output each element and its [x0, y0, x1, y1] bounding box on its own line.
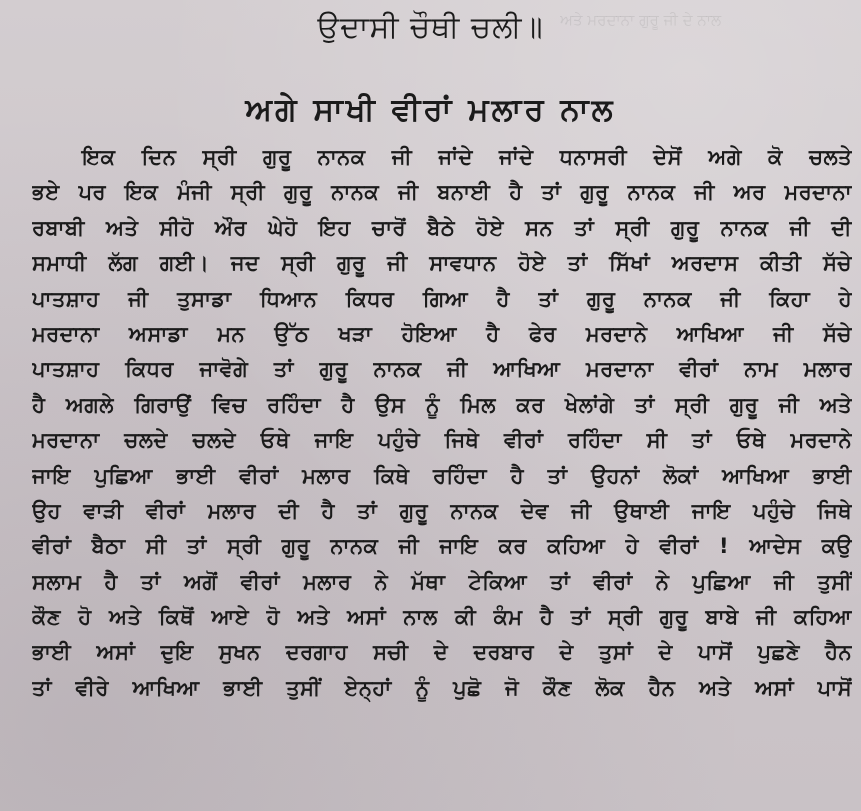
bleed-through-text: ਅਤੇ ਮਰਦਾਨਾ ਗੁਰੂ ਜੀ ਦੇ ਨਾਲ: [560, 11, 722, 29]
text-line: ਰਬਾਬੀ ਅਤੇ ਸੀਹੋ ਔਰ ਘੇਹੋ ਇਹ ਚਾਰੋਂ ਬੈਠੇ ਹੋਏ ਸਨ ਤਾਂ ਸ੍ਰੀ ਗੁਰੂ ਨਾਨਕ ਜੀ ਦੀ: [32, 215, 852, 240]
text-line: ਕੌਣ ਹੋ ਅਤੇ ਕਿਥੋਂ ਆਏ ਹੋ ਅਤੇ ਅਸਾਂ ਨਾਲ ਕੀ ਕੰਮ ਹੈ ਤਾਂ ਸ੍ਰੀ ਗੁਰੂ ਬਾਬੇ ਜੀ ਕਹਿਆ: [32, 605, 852, 630]
text-line: ਵੀਰਾਂ ਬੈਠਾ ਸੀ ਤਾਂ ਸ੍ਰੀ ਗੁਰੂ ਨਾਨਕ ਜੀ ਜਾਇ ਕਰ ਕਹਿਆ ਹੇ ਵੀਰਾਂ ! ਆਦੇਸ ਕਉ: [32, 534, 852, 559]
chapter-heading: ਉਦਾਸੀ ਚੌਥੀ ਚਲੀ॥: [317, 10, 544, 45]
text-line: ਮਰਦਾਨਾ ਅਸਾਡਾ ਮਨ ਉੱਠ ਖੜਾ ਹੋਇਆ ਹੈ ਫੇਰ ਮਰਦਾਨੇ ਆਖਿਆ ਜੀ ਸੱਚੇ: [32, 321, 852, 346]
text-line: ਭਏ ਪਰ ਇਕ ਮੰਜੀ ਸ੍ਰੀ ਗੁਰੂ ਨਾਨਕ ਜੀ ਬਨਾਈ ਹੈ ਤਾਂ ਗੁਰੂ ਨਾਨਕ ਜੀ ਅਰ ਮਰਦਾਨਾ: [32, 180, 852, 205]
text-line: ਤਾਂ ਵੀਰੇ ਆਖਿਆ ਭਾਈ ਤੁਸੀਂ ਏਨ੍ਹਾਂ ਨੂੰ ਪੁਛੋ ਜੋ ਕੌਣ ਲੋਕ ਹੈਨ ਅਤੇ ਅਸਾਂ ਪਾਸੋਂ: [32, 675, 852, 700]
text-line: ਮਰਦਾਨਾ ਚਲਦੇ ਚਲਦੇ ਓਥੇ ਜਾਇ ਪਹੁੰਚੇ ਜਿਥੇ ਵੀਰਾਂ ਰਹਿੰਦਾ ਸੀ ਤਾਂ ਓਥੇ ਮਰਦਾਨੇ: [32, 428, 852, 453]
text-line: ਸਮਾਧੀ ਲੱਗ ਗਈ। ਜਦ ਸ੍ਰੀ ਗੁਰੂ ਜੀ ਸਾਵਧਾਨ ਹੋਏ ਤਾਂ ਸਿੱਖਾਂ ਅਰਦਾਸ ਕੀਤੀ ਸੱਚੇ: [32, 251, 852, 276]
text-line: ਪਾਤਸ਼ਾਹ ਜੀ ਤੁਸਾਡਾ ਧਿਆਨ ਕਿਧਰ ਗਿਆ ਹੈ ਤਾਂ ਗੁਰੂ ਨਾਨਕ ਜੀ ਕਿਹਾ ਹੇ: [32, 286, 852, 311]
text-line: ਸਲਾਮ ਹੈ ਤਾਂ ਅਗੋਂ ਵੀਰਾਂ ਮਲਾਰ ਨੇ ਮੱਥਾ ਟੇਕਿਆ ਤਾਂ ਵੀਰਾਂ ਨੇ ਪੁਛਿਆ ਜੀ ਤੁਸੀਂ: [32, 569, 852, 594]
body-paragraph: [32, 140, 852, 706]
text-line: ਉਹ ਵਾੜੀ ਵੀਰਾਂ ਮਲਾਰ ਦੀ ਹੈ ਤਾਂ ਗੁਰੂ ਨਾਨਕ ਦੇਵ ਜੀ ਉਥਾਈ ਜਾਇ ਪਹੁੰਚੇ ਜਿਥੇ: [32, 498, 852, 523]
section-subheading: ਅਗੇ ਸਾਖੀ ਵੀਰਾਂ ਮਲਾਰ ਨਾਲ: [245, 92, 616, 128]
text-line: ਭਾਈ ਅਸਾਂ ਦੁਇ ਸੁਖਨ ਦਰਗਾਹ ਸਚੀ ਦੇ ਦਰਬਾਰ ਦੇ ਤੁਸਾਂ ਦੇ ਪਾਸੋਂ ਪੁਛਣੇ ਹੈਨ: [32, 640, 852, 665]
text-line: ਹੈ ਅਗਲੇ ਗਿਰਾਉਂ ਵਿਚ ਰਹਿੰਦਾ ਹੈ ਉਸ ਨੂੰ ਮਿਲ ਕਰ ਖੇਲਾਂਗੇ ਤਾਂ ਸ੍ਰੀ ਗੁਰੂ ਜੀ ਅਤੇ: [32, 392, 852, 417]
text-line: ਜਾਇ ਪੁਛਿਆ ਭਾਈ ਵੀਰਾਂ ਮਲਾਰ ਕਿਥੇ ਰਹਿੰਦਾ ਹੈ ਤਾਂ ਉਹਨਾਂ ਲੋਕਾਂ ਆਖਿਆ ਭਾਈ: [32, 463, 852, 488]
text-line: ਪਾਤਸ਼ਾਹ ਕਿਧਰ ਜਾਵੋਗੇ ਤਾਂ ਗੁਰੂ ਨਾਨਕ ਜੀ ਆਖਿਆ ਮਰਦਾਨਾ ਵੀਰਾਂ ਨਾਮ ਮਲਾਰ: [32, 357, 852, 382]
text-line: ਇਕ ਦਿਨ ਸ੍ਰੀ ਗੁਰੂ ਨਾਨਕ ਜੀ ਜਾਂਦੇ ਜਾਂਦੇ ਧਨਾਸਰੀ ਦੇਸੋਂ ਅਗੇ ਕੋ ਚਲਤੇ: [82, 145, 852, 169]
